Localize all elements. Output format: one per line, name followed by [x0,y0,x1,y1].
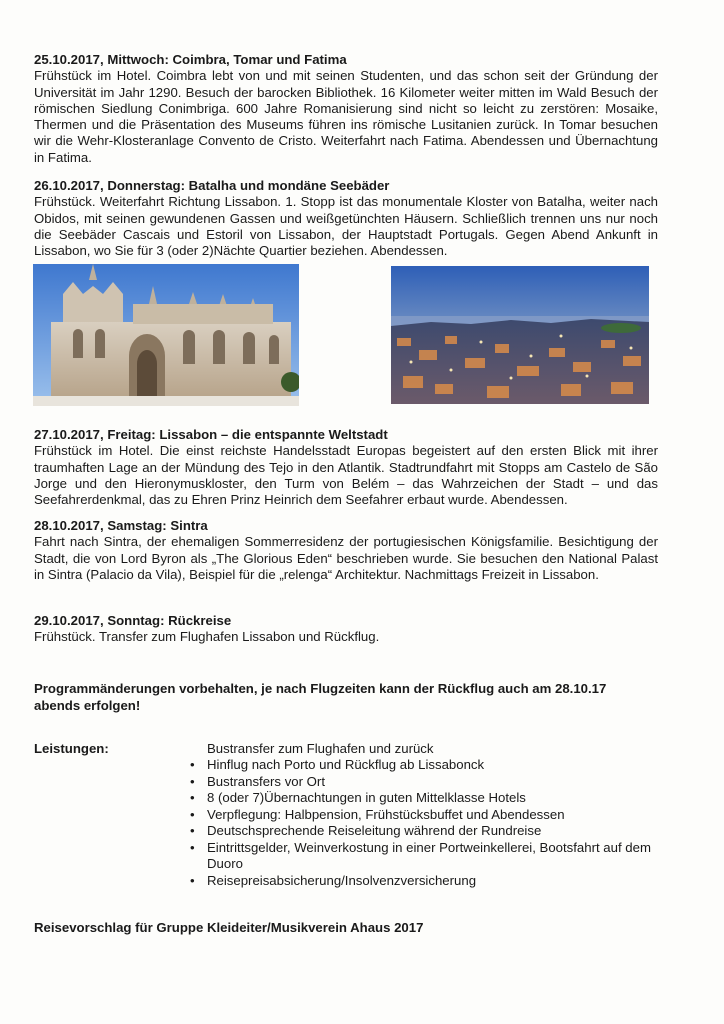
service-item: • Hinflug nach Porto und Rückflug ab Lissabonck [190,757,485,772]
service-item: • Deutschsprechende Reiseleitung während der Rundreise [190,823,542,838]
services-list [190,757,660,889]
batalha-monastery-photo [33,264,299,406]
day-heading: 25.10.2017, Mittwoch: Coimbra, Tomar und Fatima [34,52,347,67]
day-description: Frühstück im Hotel. Die einst reichste Handelsstadt Europas begeistert auf den ersten Blick mit ihrer traumhaften Lage an der Mündung des Tejo in den Atlantik. Stadtrundfahrt mit Stopps am Castelo de São Jorge und den Hieronymuskloster, den Turm von Belém – das Wahrzeichen der Stadt – und das Seefahrerdenkmal, das zu Ehren Prinz Heinrich dem Seefahrer erbaut wurde. Abendessen. [34,443,658,508]
day-section-sintra [34,518,658,583]
service-item: • Bustransfers vor Ort [190,773,325,789]
bullet: • [190,773,195,789]
service-item: • Verpflegung: Halbpension, Frühstücksbuffet und Abendessen [190,806,565,822]
services-label: Leistungen: [34,741,109,756]
day-section-batalha [34,178,658,259]
day-description: Frühstück. Transfer zum Flughafen Lissabon und Rückflug. [34,629,380,645]
lisbon-cityscape-photo [391,266,649,404]
travel-proposal-footer: Reisevorschlag für Gruppe Kleideiter/Musikverein Ahaus 2017 [34,920,424,935]
bullet: • [190,790,195,805]
day-description: Fahrt nach Sintra, der ehemaligen Sommerresidenz der portugiesischen Königsfamilie. Besichtigung der Stadt, die von Lord Byron als „The Glorious Eden“ beschrieben wurde. Sie besuchen den National Palast in Sintra (Palacio da Vila), Beispiel für die „relenga“ Architektur. Nachmittags Freizeit in Lissabon. [34,534,658,582]
service-item: • Reisepreisabsicherung/Insolvenzversicherung [190,872,477,888]
day-description: Frühstück. Weiterfahrt Richtung Lissabon. 1. Stopp ist das monumentale Kloster von Batalha, weiter nach Obidos, mit seinen gewundenen Gassen und weißgetünchten Häusern. Schließlich trennen uns nur noch die Seebäder Cascais und Estoril von Lissabon, der Hauptstadt Portugals. Gegen Abend Ankunft in Lissabon, wo Sie für 3 (oder 2)Nächte Quartier beziehen. Abendessen. [34,194,658,259]
day-heading: 26.10.2017, Donnerstag: Batalha und mondäne Seebäder [34,178,390,193]
day-section-return [34,613,658,646]
day-description: Frühstück im Hotel. Coimbra lebt von und mit seinen Studenten, und das schon seit der Gründung der Universität im Jahr 1290. Besuch der barocken Bibliothek. 16 Kilometer weiter mitten im Wald Besuch der römischen Siedlung Conimbriga. 600 Jahre Romanisierung sind nicht so leicht zu zerstören: Mosaike, Thermen und die Präsentation des Museums führen ins römische Lusitanien zurück. In Tomar besuchen wir die Wehr-Klosteranlage Convento de Cristo. Weiterfahrt nach Fatima. Abendessen und Übernachtung in Fatima. [34,68,658,165]
day-heading: 29.10.2017, Sonntag: Rückreise [34,613,232,628]
service-item: Bustransfer zum Flughafen und zurück [207,741,434,756]
bullet: • [190,839,195,855]
day-heading: 27.10.2017, Freitag: Lissabon – die entspannte Weltstadt [34,427,388,442]
program-change-notice: Programmänderungen vorbehalten, je nach Flugzeiten kann der Rückflug auch am 28.10.17 abends erfolgen! [34,681,607,713]
day-section-lisbon [34,427,658,508]
day-section-coimbra [34,52,658,166]
bullet: • [190,872,195,888]
day-heading: 28.10.2017, Samstag: Sintra [34,518,208,533]
bullet: • [190,757,195,772]
service-item: • 8 (oder 7)Übernachtungen in guten Mittelklasse Hotels [190,790,526,805]
bullet: • [190,806,195,822]
bullet: • [190,823,195,838]
service-item: • Eintrittsgelder, Weinverkostung in einer Portweinkellerei, Bootsfahrt auf dem Duoro [190,839,651,871]
